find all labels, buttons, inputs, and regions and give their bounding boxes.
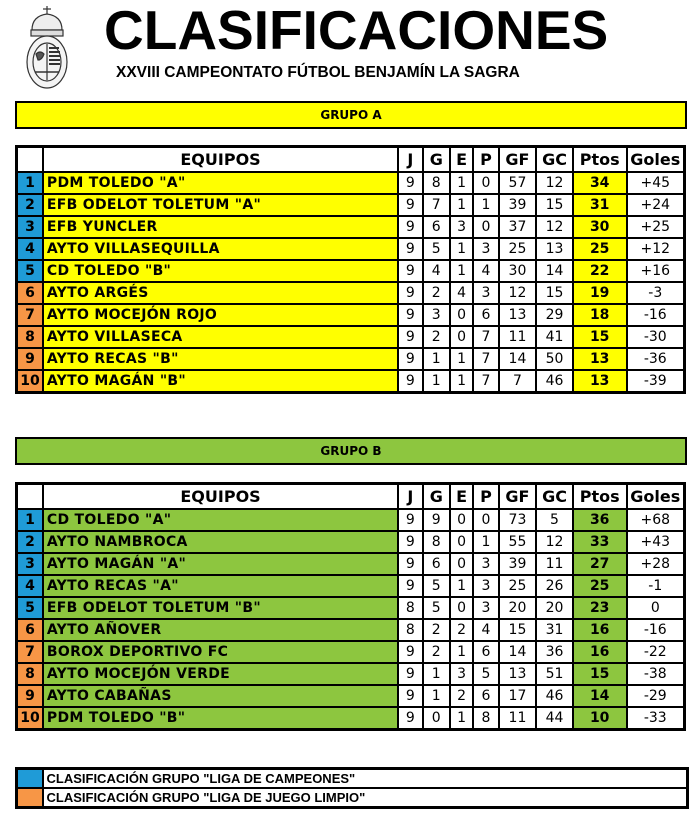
e-cell: 1 — [450, 641, 473, 663]
table-row — [17, 260, 685, 282]
pts-cell: 16 — [573, 619, 627, 641]
gc-cell: 12 — [536, 172, 573, 194]
g-cell: 7 — [423, 194, 450, 216]
table-row — [17, 238, 685, 260]
legend-item — [17, 769, 688, 789]
j-cell: 9 — [398, 172, 422, 194]
p-cell: 3 — [473, 575, 498, 597]
gc-cell: 14 — [536, 260, 573, 282]
gf-cell: 37 — [499, 216, 537, 238]
e-cell: 1 — [450, 172, 473, 194]
goles-cell: -36 — [627, 348, 685, 370]
position-cell: 2 — [17, 531, 43, 553]
gf-cell: 20 — [499, 597, 537, 619]
gf-cell: 7 — [499, 370, 537, 393]
pts-cell: 14 — [573, 685, 627, 707]
gc-cell: 46 — [536, 370, 573, 393]
gc-cell: 46 — [536, 685, 573, 707]
team-name: AYTO RECAS "A" — [43, 575, 398, 597]
e-cell: 0 — [450, 531, 473, 553]
goles-cell: +68 — [627, 509, 685, 531]
goles-cell: -1 — [627, 575, 685, 597]
e-cell: 2 — [450, 619, 473, 641]
j-cell: 9 — [398, 509, 422, 531]
team-name: AYTO AÑOVER — [43, 619, 398, 641]
gf-cell: 73 — [499, 509, 537, 531]
goles-cell: +25 — [627, 216, 685, 238]
j-cell: 9 — [398, 348, 422, 370]
goles-cell: -29 — [627, 685, 685, 707]
gf-cell: 39 — [499, 194, 537, 216]
p-cell: 1 — [473, 531, 498, 553]
g-cell: 4 — [423, 260, 450, 282]
gc-cell: 5 — [536, 509, 573, 531]
pts-cell: 23 — [573, 597, 627, 619]
table-row — [17, 531, 685, 553]
g-cell: 8 — [423, 531, 450, 553]
e-cell: 0 — [450, 509, 473, 531]
goles-cell: +45 — [627, 172, 685, 194]
gc-cell: 11 — [536, 553, 573, 575]
pts-cell: 31 — [573, 194, 627, 216]
p-cell: 6 — [473, 685, 498, 707]
goles-cell: +12 — [627, 238, 685, 260]
gf-cell: 55 — [499, 531, 537, 553]
position-cell: 1 — [17, 509, 43, 531]
team-name: AYTO RECAS "B" — [43, 348, 398, 370]
column-header-j: J — [398, 484, 422, 510]
gc-cell: 31 — [536, 619, 573, 641]
g-cell: 1 — [423, 348, 450, 370]
gf-cell: 57 — [499, 172, 537, 194]
gc-cell: 12 — [536, 531, 573, 553]
column-header-equipos: EQUIPOS — [43, 484, 398, 510]
table-row — [17, 216, 685, 238]
e-cell: 3 — [450, 216, 473, 238]
goles-cell: -16 — [627, 619, 685, 641]
pts-cell: 18 — [573, 304, 627, 326]
team-name: AYTO VILLASECA — [43, 326, 398, 348]
position-cell: 3 — [17, 216, 43, 238]
gf-cell: 14 — [499, 641, 537, 663]
team-name: EFB ODELOT TOLETUM "B" — [43, 597, 398, 619]
table-row — [17, 707, 685, 730]
position-cell: 7 — [17, 304, 43, 326]
table-row — [17, 172, 685, 194]
team-name: PDM TOLEDO "A" — [43, 172, 398, 194]
e-cell: 1 — [450, 238, 473, 260]
goles-cell: +28 — [627, 553, 685, 575]
g-cell: 5 — [423, 238, 450, 260]
gf-cell: 13 — [499, 663, 537, 685]
gc-cell: 41 — [536, 326, 573, 348]
team-name: PDM TOLEDO "B" — [43, 707, 398, 730]
gc-cell: 51 — [536, 663, 573, 685]
column-header-g: G — [423, 484, 450, 510]
p-cell: 1 — [473, 194, 498, 216]
j-cell: 9 — [398, 370, 422, 393]
e-cell: 1 — [450, 260, 473, 282]
header-row — [17, 147, 685, 173]
p-cell: 4 — [473, 260, 498, 282]
p-cell: 4 — [473, 619, 498, 641]
gf-cell: 25 — [499, 238, 537, 260]
g-cell: 6 — [423, 553, 450, 575]
legend-item — [17, 788, 688, 808]
page-subtitle: XXVIII CAMPEONTATO FÚTBOL BENJAMÍN LA SAGRA — [116, 64, 520, 81]
p-cell: 0 — [473, 216, 498, 238]
legend-label: CLASIFICACIÓN GRUPO "LIGA DE CAMPEONES" — [43, 769, 688, 789]
g-cell: 2 — [423, 282, 450, 304]
e-cell: 4 — [450, 282, 473, 304]
table-row — [17, 575, 685, 597]
position-cell: 6 — [17, 619, 43, 641]
g-cell: 1 — [423, 370, 450, 393]
e-cell: 1 — [450, 707, 473, 730]
position-cell: 4 — [17, 575, 43, 597]
pts-cell: 25 — [573, 238, 627, 260]
j-cell: 9 — [398, 326, 422, 348]
group-b-standings-table — [15, 482, 686, 731]
table-row — [17, 663, 685, 685]
team-name: AYTO MAGÁN "B" — [43, 370, 398, 393]
goles-cell: +16 — [627, 260, 685, 282]
legend-swatch-orange — [17, 788, 43, 808]
g-cell: 2 — [423, 326, 450, 348]
j-cell: 9 — [398, 238, 422, 260]
g-cell: 9 — [423, 509, 450, 531]
pts-cell: 13 — [573, 370, 627, 393]
column-header-p: P — [473, 484, 498, 510]
column-header-gf: GF — [499, 147, 537, 173]
goles-cell: +24 — [627, 194, 685, 216]
e-cell: 2 — [450, 685, 473, 707]
position-cell: 4 — [17, 238, 43, 260]
goles-cell: -39 — [627, 370, 685, 393]
position-cell: 6 — [17, 282, 43, 304]
g-cell: 5 — [423, 597, 450, 619]
position-cell: 7 — [17, 641, 43, 663]
gc-cell: 26 — [536, 575, 573, 597]
column-header-goles: Goles — [627, 484, 685, 510]
g-cell: 6 — [423, 216, 450, 238]
column-header-goles: Goles — [627, 147, 685, 173]
g-cell: 1 — [423, 685, 450, 707]
g-cell: 5 — [423, 575, 450, 597]
table-row — [17, 194, 685, 216]
goles-cell: +43 — [627, 531, 685, 553]
g-cell: 2 — [423, 641, 450, 663]
j-cell: 9 — [398, 685, 422, 707]
position-cell: 5 — [17, 260, 43, 282]
rank-header — [17, 484, 43, 510]
position-cell: 2 — [17, 194, 43, 216]
gf-cell: 39 — [499, 553, 537, 575]
goles-cell: -16 — [627, 304, 685, 326]
j-cell: 9 — [398, 531, 422, 553]
gc-cell: 13 — [536, 238, 573, 260]
p-cell: 6 — [473, 641, 498, 663]
pts-cell: 19 — [573, 282, 627, 304]
p-cell: 7 — [473, 348, 498, 370]
position-cell: 3 — [17, 553, 43, 575]
team-name: AYTO ARGÉS — [43, 282, 398, 304]
column-header-ptos: Ptos — [573, 484, 627, 510]
position-cell: 1 — [17, 172, 43, 194]
column-header-p: P — [473, 147, 498, 173]
pts-cell: 33 — [573, 531, 627, 553]
j-cell: 9 — [398, 575, 422, 597]
g-cell: 0 — [423, 707, 450, 730]
p-cell: 3 — [473, 597, 498, 619]
e-cell: 1 — [450, 575, 473, 597]
club-crest-logo — [24, 4, 70, 92]
team-name: CD TOLEDO "A" — [43, 509, 398, 531]
goles-cell: -3 — [627, 282, 685, 304]
table-row — [17, 553, 685, 575]
j-cell: 8 — [398, 619, 422, 641]
p-cell: 3 — [473, 553, 498, 575]
group-b-banner: GRUPO B — [15, 437, 687, 465]
p-cell: 3 — [473, 238, 498, 260]
table-row — [17, 348, 685, 370]
table-row — [17, 304, 685, 326]
gf-cell: 30 — [499, 260, 537, 282]
gc-cell: 15 — [536, 194, 573, 216]
p-cell: 7 — [473, 326, 498, 348]
gf-cell: 17 — [499, 685, 537, 707]
gc-cell: 15 — [536, 282, 573, 304]
page-title: CLASIFICACIONES — [104, 0, 609, 61]
team-name: AYTO MAGÁN "A" — [43, 553, 398, 575]
e-cell: 3 — [450, 663, 473, 685]
goles-cell: -38 — [627, 663, 685, 685]
gc-cell: 20 — [536, 597, 573, 619]
table-row — [17, 619, 685, 641]
gf-cell: 11 — [499, 326, 537, 348]
j-cell: 8 — [398, 597, 422, 619]
goles-cell: -30 — [627, 326, 685, 348]
column-header-e: E — [450, 147, 473, 173]
column-header-j: J — [398, 147, 422, 173]
p-cell: 3 — [473, 282, 498, 304]
pts-cell: 36 — [573, 509, 627, 531]
j-cell: 9 — [398, 663, 422, 685]
p-cell: 7 — [473, 370, 498, 393]
gc-cell: 29 — [536, 304, 573, 326]
column-header-gf: GF — [499, 484, 537, 510]
table-row — [17, 509, 685, 531]
table-row — [17, 685, 685, 707]
position-cell: 9 — [17, 685, 43, 707]
pts-cell: 30 — [573, 216, 627, 238]
j-cell: 9 — [398, 707, 422, 730]
pts-cell: 16 — [573, 641, 627, 663]
position-cell: 8 — [17, 326, 43, 348]
j-cell: 9 — [398, 304, 422, 326]
table-row — [17, 597, 685, 619]
g-cell: 3 — [423, 304, 450, 326]
column-header-gc: GC — [536, 484, 573, 510]
gf-cell: 25 — [499, 575, 537, 597]
table-row — [17, 326, 685, 348]
position-cell: 9 — [17, 348, 43, 370]
pts-cell: 15 — [573, 663, 627, 685]
p-cell: 5 — [473, 663, 498, 685]
gf-cell: 15 — [499, 619, 537, 641]
pts-cell: 22 — [573, 260, 627, 282]
pts-cell: 25 — [573, 575, 627, 597]
header-row — [17, 484, 685, 510]
p-cell: 0 — [473, 509, 498, 531]
table-row — [17, 370, 685, 393]
team-name: AYTO MOCEJÓN ROJO — [43, 304, 398, 326]
column-header-ptos: Ptos — [573, 147, 627, 173]
j-cell: 9 — [398, 260, 422, 282]
table-row — [17, 641, 685, 663]
p-cell: 6 — [473, 304, 498, 326]
group-a-banner: GRUPO A — [15, 101, 687, 129]
j-cell: 9 — [398, 216, 422, 238]
g-cell: 1 — [423, 663, 450, 685]
e-cell: 1 — [450, 348, 473, 370]
team-name: EFB YUNCLER — [43, 216, 398, 238]
team-name: AYTO MOCEJÓN VERDE — [43, 663, 398, 685]
e-cell: 0 — [450, 553, 473, 575]
gf-cell: 14 — [499, 348, 537, 370]
e-cell: 1 — [450, 194, 473, 216]
legend-label: CLASIFICACIÓN GRUPO "LIGA DE JUEGO LIMPIO" — [43, 788, 688, 808]
goles-cell: -22 — [627, 641, 685, 663]
team-name: CD TOLEDO "B" — [43, 260, 398, 282]
column-header-g: G — [423, 147, 450, 173]
j-cell: 9 — [398, 194, 422, 216]
position-cell: 10 — [17, 370, 43, 393]
pts-cell: 15 — [573, 326, 627, 348]
team-name: AYTO NAMBROCA — [43, 531, 398, 553]
team-name: BOROX DEPORTIVO FC — [43, 641, 398, 663]
column-header-e: E — [450, 484, 473, 510]
team-name: AYTO VILLASEQUILLA — [43, 238, 398, 260]
goles-cell: -33 — [627, 707, 685, 730]
gf-cell: 13 — [499, 304, 537, 326]
team-name: EFB ODELOT TOLETUM "A" — [43, 194, 398, 216]
j-cell: 9 — [398, 641, 422, 663]
column-header-equipos: EQUIPOS — [43, 147, 398, 173]
position-cell: 5 — [17, 597, 43, 619]
table-row — [17, 282, 685, 304]
pts-cell: 13 — [573, 348, 627, 370]
group-a-standings-table — [15, 145, 686, 394]
gc-cell: 36 — [536, 641, 573, 663]
e-cell: 0 — [450, 304, 473, 326]
position-cell: 10 — [17, 707, 43, 730]
legend — [15, 767, 689, 809]
legend-swatch-blue — [17, 769, 43, 789]
rank-header — [17, 147, 43, 173]
pts-cell: 27 — [573, 553, 627, 575]
gf-cell: 12 — [499, 282, 537, 304]
team-name: AYTO CABAÑAS — [43, 685, 398, 707]
gc-cell: 12 — [536, 216, 573, 238]
position-cell: 8 — [17, 663, 43, 685]
gf-cell: 11 — [499, 707, 537, 730]
e-cell: 0 — [450, 597, 473, 619]
goles-cell: 0 — [627, 597, 685, 619]
gc-cell: 44 — [536, 707, 573, 730]
g-cell: 2 — [423, 619, 450, 641]
j-cell: 9 — [398, 553, 422, 575]
pts-cell: 34 — [573, 172, 627, 194]
j-cell: 9 — [398, 282, 422, 304]
column-header-gc: GC — [536, 147, 573, 173]
g-cell: 8 — [423, 172, 450, 194]
e-cell: 0 — [450, 326, 473, 348]
pts-cell: 10 — [573, 707, 627, 730]
gc-cell: 50 — [536, 348, 573, 370]
e-cell: 1 — [450, 370, 473, 393]
p-cell: 8 — [473, 707, 498, 730]
p-cell: 0 — [473, 172, 498, 194]
